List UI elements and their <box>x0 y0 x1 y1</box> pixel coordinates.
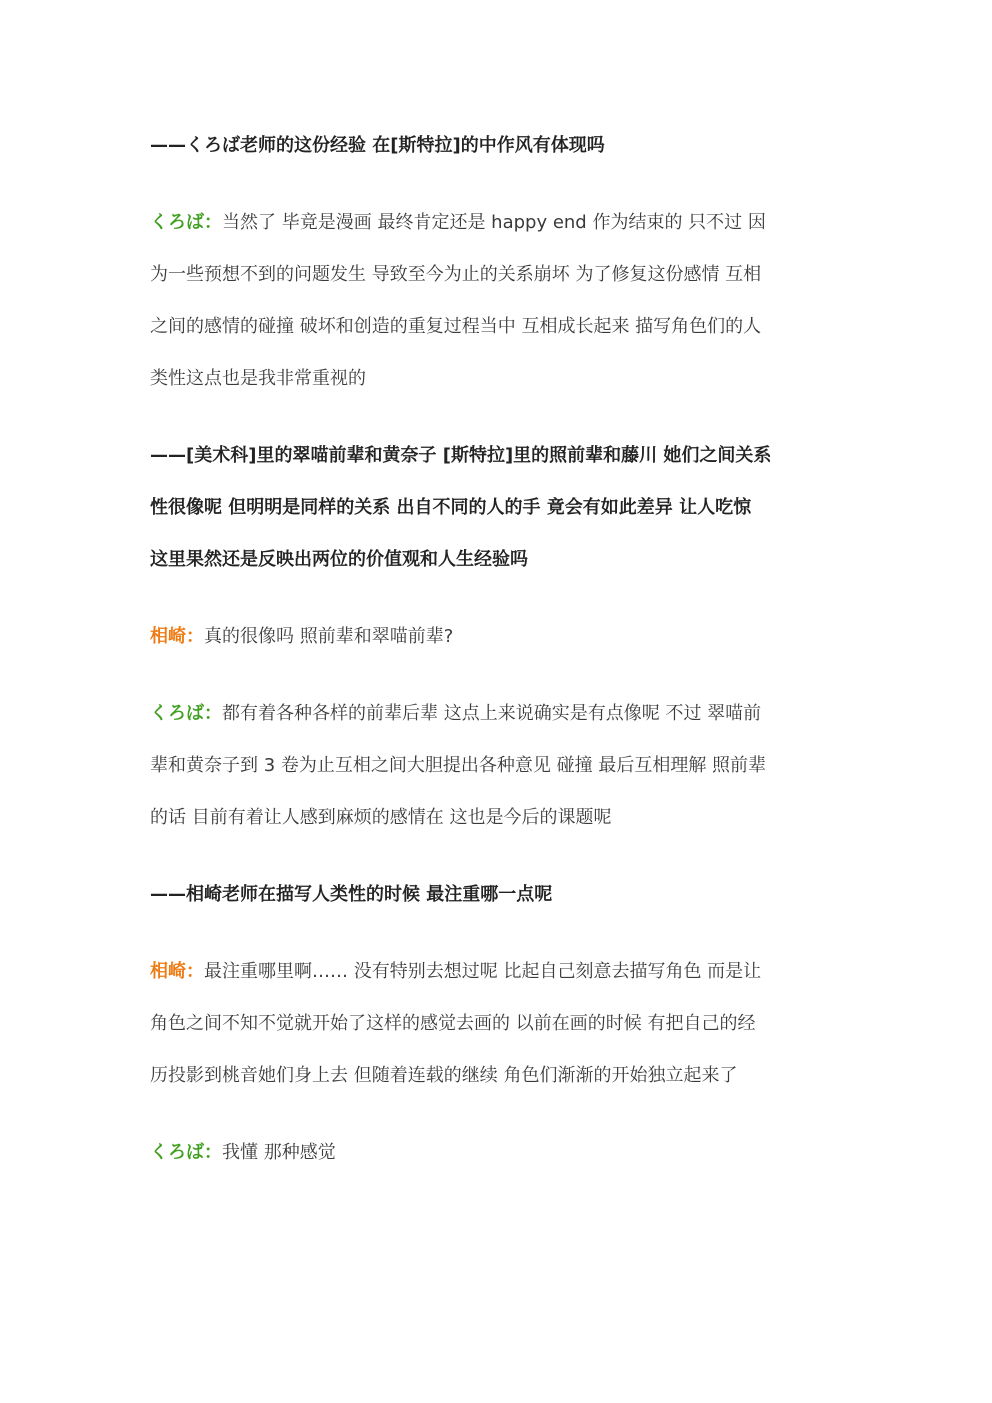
answer-1-line-3: 之间的感情的碰撞 破坏和创造的重复过程当中 互相成长起来 描写角色们的人 <box>150 316 762 337</box>
answer-2 <box>150 611 850 663</box>
question-1-line-1: ——くろば老师的这份经验 在[斯特拉]的中作风有体现吗 <box>150 135 605 156</box>
answer-5 <box>150 1127 850 1179</box>
question-2 <box>150 430 850 586</box>
answer-1 <box>150 197 850 405</box>
answer-1-line-2: 为一些预想不到的问题发生 导致至今为止的关系崩坏 为了修复这份感情 互相 <box>150 264 762 285</box>
answer-3 <box>150 688 850 844</box>
answer-4-line-1 <box>150 946 850 998</box>
answer-1-text-1: 当然了 毕竟是漫画 最终肯定还是 happy end 作为结束的 只不过 因 <box>222 212 766 233</box>
answer-4-text-1: 最注重哪里啊…… 没有特别去想过呢 比起自己刻意去描写角色 而是让 <box>204 961 762 982</box>
question-2-line-2: 性很像呢 但明明是同样的关系 出自不同的人的手 竟会有如此差异 让人吃惊 <box>150 497 752 518</box>
answer-1-line-4: 类性这点也是我非常重视的 <box>150 368 366 389</box>
answer-5-line-1 <box>150 1127 850 1179</box>
speaker-aizaki: 相崎： <box>150 626 204 647</box>
answer-3-line-3: 的话 目前有着让人感到麻烦的感情在 这也是今后的课题呢 <box>150 807 612 828</box>
speaker-kuroba: くろば： <box>150 212 222 233</box>
answer-3-line-1 <box>150 688 850 740</box>
answer-4 <box>150 946 850 1102</box>
answer-3-text-1: 都有着各种各样的前辈后辈 这点上来说确实是有点像呢 不过 翠喵前 <box>222 703 762 724</box>
speaker-kuroba: くろば： <box>150 1142 222 1163</box>
question-3-line-1: ——相崎老师在描写人类性的时候 最注重哪一点呢 <box>150 884 553 905</box>
question-2-line-3: 这里果然还是反映出两位的价值观和人生经验吗 <box>150 549 528 570</box>
answer-3-line-2: 辈和黄奈子到 3 卷为止互相之间大胆提出各种意见 碰撞 最后互相理解 照前辈 <box>150 755 767 776</box>
answer-4-line-3: 历投影到桃音她们身上去 但随着连载的继续 角色们渐渐的开始独立起来了 <box>150 1065 738 1086</box>
question-1 <box>150 120 850 172</box>
answer-2-line-1 <box>150 611 850 663</box>
question-3 <box>150 869 850 921</box>
answer-4-line-2: 角色之间不知不觉就开始了这样的感觉去画的 以前在画的时候 有把自己的经 <box>150 1013 756 1034</box>
answer-2-text-1: 真的很像吗 照前辈和翠喵前辈? <box>204 626 454 647</box>
speaker-aizaki: 相崎： <box>150 961 204 982</box>
speaker-kuroba: くろば： <box>150 703 222 724</box>
question-2-line-1: ——[美术科]里的翠喵前辈和黄奈子 [斯特拉]里的照前辈和藤川 她们之间关系 <box>150 445 772 466</box>
answer-1-line-1 <box>150 197 850 249</box>
answer-5-text-1: 我懂 那种感觉 <box>222 1142 336 1163</box>
